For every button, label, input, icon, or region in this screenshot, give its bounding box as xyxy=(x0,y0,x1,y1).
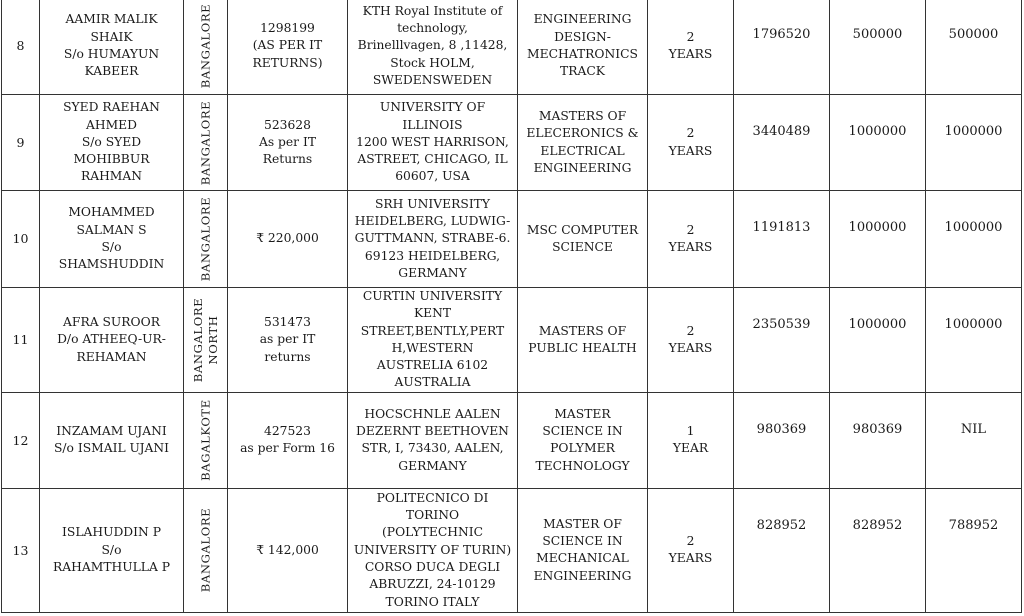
course-name-line: ENGINEERING xyxy=(533,160,632,175)
sanctioned-amount: 500000 xyxy=(948,27,999,42)
university-address-cell xyxy=(348,488,518,612)
course-duration xyxy=(648,125,733,160)
serial-number-cell xyxy=(2,95,40,191)
place-line: NORTH xyxy=(205,315,220,365)
applicant-name-line: AFRA SUROOR xyxy=(63,314,160,329)
eligible-amount: 1000000 xyxy=(848,220,907,235)
family-income-line: 427523 xyxy=(264,423,311,438)
course-name-line: SCIENCE xyxy=(552,240,613,254)
course-name-line: TRACK xyxy=(560,64,605,79)
applicant-name-line: AAMIR MALIK xyxy=(65,12,158,27)
university-address xyxy=(348,490,517,611)
total-course-cost: 1796520 xyxy=(752,27,811,42)
course-duration-line: YEARS xyxy=(668,143,713,158)
course-name-line: SCIENCE IN xyxy=(542,423,623,438)
university-address-line: H,WESTERN xyxy=(391,340,474,355)
family-income-cell xyxy=(228,95,348,191)
sanctioned-amount-cell xyxy=(926,0,1022,95)
sanctioned-amount-cell xyxy=(926,288,1022,393)
university-address-line: DEZERNT BEETHOVEN xyxy=(356,423,509,438)
course-name-line: ENGINEERING xyxy=(533,568,632,583)
family-income-line: 531473 xyxy=(264,314,311,329)
applicant-name xyxy=(40,11,183,80)
university-address-line: POLITECNICO DI xyxy=(376,490,489,505)
university-address-line: SRH UNIVERSITY xyxy=(374,196,490,211)
table-row xyxy=(2,392,1022,488)
applicant-name-line: RAHMAN xyxy=(80,169,143,184)
course-duration-line: 2 xyxy=(686,126,695,141)
table-body xyxy=(2,0,1022,612)
course-name-line: MECHATRONICS xyxy=(527,47,638,61)
applicant-name-line: S/o xyxy=(101,542,122,557)
serial-number-cell xyxy=(2,191,40,288)
course-name xyxy=(518,323,647,358)
sanctioned-amount-cell xyxy=(926,95,1022,191)
family-income xyxy=(228,117,347,169)
course-name xyxy=(518,406,647,475)
university-address-line: 60607, USA xyxy=(395,169,470,184)
university-address-line: AUSTRELIA 6102 xyxy=(376,358,489,373)
applicant-name-line: S/o HUMAYUN xyxy=(63,47,160,61)
university-address-line: GERMANY xyxy=(398,265,467,280)
applicant-name-line: SHAMSHUDDIN xyxy=(58,257,165,272)
serial-number-cell xyxy=(2,392,40,488)
university-address-line: TORINO ITALY xyxy=(385,594,480,609)
applicant-name-line: ISLAHUDDIN P xyxy=(62,525,161,540)
family-income-line: 523628 xyxy=(264,117,311,132)
total-course-cost: 2350539 xyxy=(752,317,811,332)
place-line: BANGALORE xyxy=(198,100,212,185)
university-address-line: STREET,BENTLY,PERT xyxy=(360,323,505,338)
total-course-cost-cell xyxy=(734,95,830,191)
total-course-cost-cell xyxy=(734,392,830,488)
course-name-line: POLYMER xyxy=(550,441,615,456)
eligible-amount-cell xyxy=(830,95,926,191)
university-address-line: Stock HOLM, xyxy=(390,55,475,70)
university-address-cell xyxy=(348,95,518,191)
family-income-line: ₹ 142,000 xyxy=(256,542,319,557)
university-address-line: SWEDENSWEDEN xyxy=(372,72,493,87)
total-course-cost-cell xyxy=(734,288,830,393)
sanctioned-amount: 1000000 xyxy=(944,124,1003,139)
university-address xyxy=(348,288,517,392)
course-duration-line: YEARS xyxy=(668,47,713,61)
course-name-cell xyxy=(518,288,648,393)
university-address-line: ABRUZZI, 24-10129 xyxy=(369,577,496,592)
eligible-amount: 828952 xyxy=(852,517,903,533)
university-address xyxy=(348,99,517,185)
university-address-cell xyxy=(348,288,518,393)
course-duration-line: 2 xyxy=(686,533,695,548)
course-name-line: MASTER OF xyxy=(543,516,622,531)
course-name-line: MASTERS OF xyxy=(538,323,627,338)
university-address-line: HEIDELBERG, LUDWIG- xyxy=(354,214,511,229)
course-duration-line: 2 xyxy=(686,29,695,44)
course-name-line: ENGINEERING xyxy=(533,12,632,27)
family-income-cell xyxy=(228,191,348,288)
university-address-line: KTH Royal Institute of xyxy=(362,3,503,18)
applicant-name-cell xyxy=(40,0,184,95)
sanctioned-amount: 788952 xyxy=(948,517,999,533)
total-course-cost-cell xyxy=(734,191,830,288)
course-name-line: MECHANICAL xyxy=(536,551,629,566)
university-address-line: 1200 WEST HARRISON, xyxy=(356,134,509,149)
applicant-name-line: REHAMAN xyxy=(76,349,147,364)
applicant-name-cell xyxy=(40,288,184,393)
place xyxy=(198,399,213,481)
place xyxy=(198,4,213,88)
serial-number: 12 xyxy=(12,432,29,448)
applicant-name-line: SALMAN S xyxy=(76,222,147,237)
applicant-name-line: S/o ISMAIL UJANI xyxy=(53,441,170,456)
university-address-line: HOCSCHNLE AALEN xyxy=(364,406,501,421)
family-income-line: (AS PER IT xyxy=(252,38,323,53)
applicant-name-line: S/o xyxy=(101,240,122,254)
total-course-cost-cell xyxy=(734,0,830,95)
place xyxy=(198,508,213,592)
family-income-cell xyxy=(228,392,348,488)
course-name-line: TECHNOLOGY xyxy=(535,458,630,473)
university-address xyxy=(348,196,517,282)
applicant-name-line: SYED RAEHAN xyxy=(63,100,160,115)
applicant-name-line: KABEER xyxy=(84,64,139,79)
eligible-amount: 1000000 xyxy=(848,317,907,332)
family-income xyxy=(228,230,347,247)
university-address-line: Brinelllvagen, 8 ,11428, xyxy=(357,38,508,53)
family-income xyxy=(228,20,347,72)
course-name-cell xyxy=(518,0,648,95)
course-duration-line: YEARS xyxy=(668,340,713,355)
course-name-line: MASTER xyxy=(554,406,611,421)
applicant-name-line: SHAIK xyxy=(90,29,133,44)
family-income-line: as per Form 16 xyxy=(240,441,335,456)
course-duration xyxy=(648,222,733,257)
total-course-cost: 3440489 xyxy=(752,124,811,139)
family-income-line: 1298199 xyxy=(260,21,315,36)
family-income-line: As per IT xyxy=(258,134,317,149)
place xyxy=(191,298,221,382)
university-address-cell xyxy=(348,191,518,288)
family-income-line: as per IT xyxy=(259,332,316,347)
eligible-amount-cell xyxy=(830,392,926,488)
course-name-cell xyxy=(518,95,648,191)
sanctioned-amount: 1000000 xyxy=(944,317,1003,332)
course-name-cell xyxy=(518,191,648,288)
course-name-line: MSC COMPUTER xyxy=(526,222,639,237)
applicant-name xyxy=(40,423,183,458)
place-cell xyxy=(184,488,228,612)
serial-number-cell xyxy=(2,288,40,393)
eligible-amount-cell xyxy=(830,288,926,393)
course-duration xyxy=(648,29,733,64)
total-course-cost: 1191813 xyxy=(752,220,811,235)
eligible-amount-cell xyxy=(830,488,926,612)
sanctioned-amount: NIL xyxy=(960,421,987,437)
eligible-amount-cell xyxy=(830,0,926,95)
university-address-line: technology, xyxy=(397,21,468,36)
sanctioned-amount-cell xyxy=(926,392,1022,488)
table-row xyxy=(2,95,1022,191)
place-cell xyxy=(184,288,228,393)
university-address xyxy=(348,3,517,89)
course-name-line: ELECERONICS & xyxy=(526,126,639,141)
university-address-line: CORSO DUCA DEGLI xyxy=(364,559,501,574)
applicant-name-cell xyxy=(40,191,184,288)
serial-number: 8 xyxy=(16,38,25,54)
family-income-line: Returns xyxy=(262,152,313,167)
place xyxy=(198,197,213,281)
eligible-amount: 1000000 xyxy=(848,124,907,139)
applicant-name xyxy=(40,524,183,576)
table-row xyxy=(2,488,1022,612)
total-course-cost: 828952 xyxy=(756,517,807,533)
sanctioned-amount-cell xyxy=(926,191,1022,288)
place-line: BANGALORE xyxy=(198,3,212,89)
university-address-line: GUTTMANN, STRABE-6. xyxy=(354,231,511,246)
place-line: BANGALORE xyxy=(198,196,212,282)
course-duration-cell xyxy=(648,288,734,393)
course-name-line: MASTERS OF xyxy=(538,108,627,123)
course-duration xyxy=(648,423,733,458)
course-duration-line: YEARS xyxy=(668,240,713,254)
course-duration-cell xyxy=(648,191,734,288)
serial-number: 13 xyxy=(12,542,29,558)
serial-number-cell xyxy=(2,488,40,612)
sanctioned-amount: 1000000 xyxy=(944,220,1003,235)
course-name xyxy=(518,516,647,585)
applicant-name-line: INZAMAM UJANI xyxy=(56,423,167,438)
university-address-line: UNIVERSITY OF TURIN) xyxy=(353,542,512,557)
place xyxy=(198,100,213,184)
serial-number: 9 xyxy=(16,134,25,150)
scholarship-table xyxy=(1,0,1022,613)
place-cell xyxy=(184,0,228,95)
course-duration-cell xyxy=(648,392,734,488)
applicant-name-line: MOHIBBUR xyxy=(73,152,150,167)
place-line: BANGALORE xyxy=(198,508,212,593)
family-income-cell xyxy=(228,0,348,95)
serial-number: 10 xyxy=(12,231,29,247)
eligible-amount: 980369 xyxy=(852,421,903,437)
university-address-line: AUSTRALIA xyxy=(394,375,471,390)
course-name-cell xyxy=(518,488,648,612)
serial-number: 11 xyxy=(12,332,29,348)
course-duration-line: YEAR xyxy=(672,441,709,456)
table-row xyxy=(2,191,1022,288)
applicant-name-cell xyxy=(40,488,184,612)
place-line: BAGALKOTE xyxy=(198,399,212,482)
university-address-cell xyxy=(348,0,518,95)
university-address-line: ASTREET, CHICAGO, IL xyxy=(357,152,508,167)
university-address xyxy=(348,406,517,475)
university-address-line: 69123 HEIDELBERG, xyxy=(364,248,501,263)
family-income-cell xyxy=(228,288,348,393)
university-address-line: ILLINOIS xyxy=(402,117,463,132)
family-income-cell xyxy=(228,488,348,612)
course-duration-line: YEARS xyxy=(668,551,713,566)
applicant-name xyxy=(40,99,183,185)
university-address-line: (POLYTECHNIC xyxy=(382,525,483,540)
university-address-line: CURTIN UNIVERSITY xyxy=(362,289,503,303)
course-duration-cell xyxy=(648,0,734,95)
course-duration-cell xyxy=(648,488,734,612)
university-address-line: STR, I, 73430, AALEN, xyxy=(361,441,504,456)
place-cell xyxy=(184,191,228,288)
applicant-name-cell xyxy=(40,95,184,191)
eligible-amount: 500000 xyxy=(852,27,903,42)
applicant-name-line: MOHAMMED xyxy=(68,205,155,220)
family-income-line: returns xyxy=(264,349,311,364)
course-name xyxy=(518,108,647,177)
university-address-line: KENT xyxy=(413,306,452,321)
applicant-name-line: AHMED xyxy=(85,117,138,132)
family-income xyxy=(228,423,347,458)
table-row xyxy=(2,288,1022,393)
course-name-line: PUBLIC HEALTH xyxy=(528,340,637,355)
serial-number-cell xyxy=(2,0,40,95)
applicant-name xyxy=(40,204,183,273)
course-duration xyxy=(648,323,733,358)
course-name xyxy=(518,11,647,80)
course-name-line: DESIGN- xyxy=(554,29,611,44)
sanctioned-amount-cell xyxy=(926,488,1022,612)
course-duration-line: 1 xyxy=(686,423,695,438)
family-income xyxy=(228,314,347,366)
place-line: BANGALORE xyxy=(190,297,205,383)
course-duration-line: 2 xyxy=(686,323,695,338)
place-cell xyxy=(184,95,228,191)
family-income-line: RETURNS) xyxy=(252,55,323,70)
applicant-name-cell xyxy=(40,392,184,488)
table-row xyxy=(2,0,1022,95)
university-address-line: GERMANY xyxy=(398,458,467,473)
university-address-line: TORINO xyxy=(405,508,460,523)
university-address-line: UNIVERSITY OF xyxy=(379,100,486,115)
family-income-line: ₹ 220,000 xyxy=(256,231,319,246)
university-address-cell xyxy=(348,392,518,488)
total-course-cost-cell xyxy=(734,488,830,612)
course-name xyxy=(518,222,647,257)
course-name-line: ELECTRICAL xyxy=(540,143,625,158)
applicant-name xyxy=(40,314,183,366)
applicant-name-line: S/o SYED xyxy=(81,134,142,149)
course-name-cell xyxy=(518,392,648,488)
course-name-line: SCIENCE IN xyxy=(542,533,623,548)
eligible-amount-cell xyxy=(830,191,926,288)
applicant-name-line: D/o ATHEEQ-UR- xyxy=(57,332,166,347)
course-duration-cell xyxy=(648,95,734,191)
applicant-name-line: RAHAMTHULLA P xyxy=(52,559,171,574)
place-cell xyxy=(184,392,228,488)
total-course-cost: 980369 xyxy=(756,421,807,437)
course-duration-line: 2 xyxy=(686,222,695,237)
course-duration xyxy=(648,533,733,568)
family-income xyxy=(228,542,347,559)
